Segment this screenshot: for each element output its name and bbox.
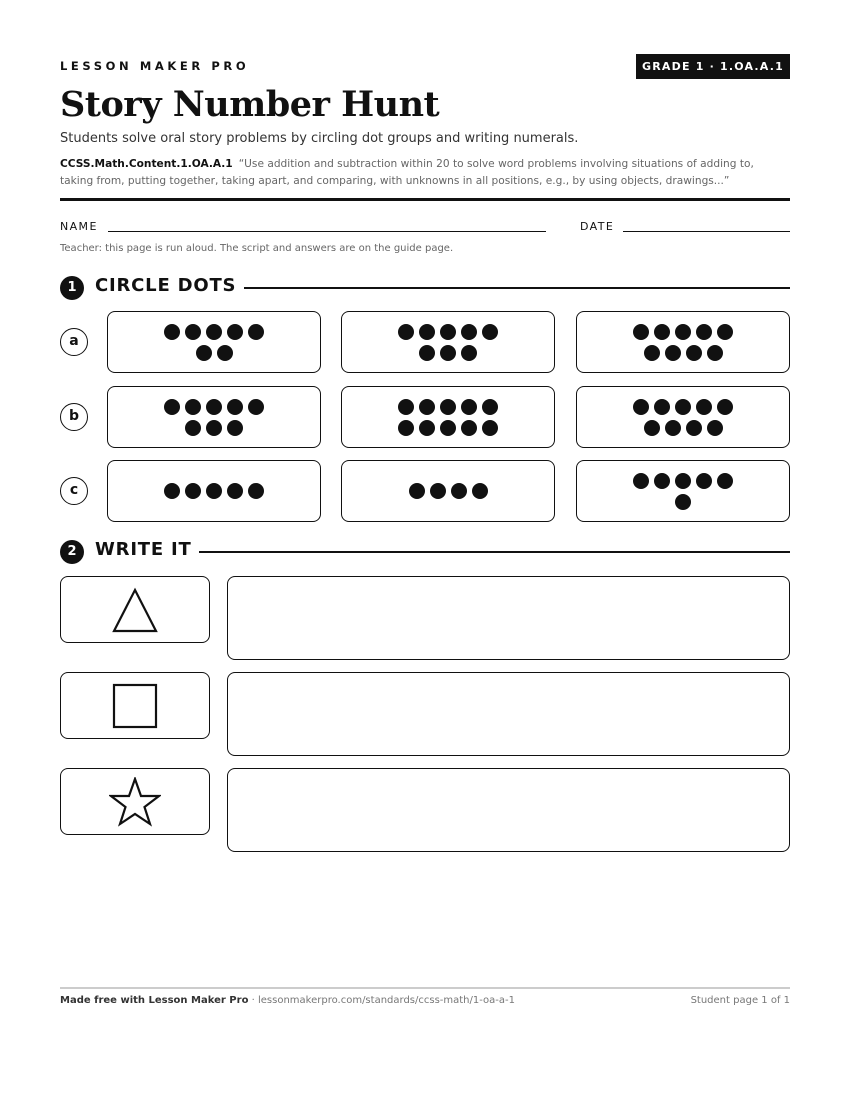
row-letter-a: a xyxy=(60,328,88,356)
dot xyxy=(206,399,222,415)
dot xyxy=(665,345,681,361)
dot xyxy=(686,345,702,361)
section-title: WRITE IT xyxy=(95,539,192,560)
dot xyxy=(164,399,180,415)
dot-row xyxy=(164,324,264,340)
dot xyxy=(665,420,681,436)
grade-badge: GRADE 1 · 1.OA.A.1 xyxy=(636,54,790,79)
dot xyxy=(644,420,660,436)
page-title: Story Number Hunt xyxy=(60,84,440,125)
dot-group-c-2[interactable] xyxy=(341,460,555,522)
section-number: 2 xyxy=(60,540,84,564)
dot-group-b-1[interactable] xyxy=(107,386,321,448)
dot xyxy=(419,324,435,340)
dot xyxy=(430,483,446,499)
dot xyxy=(206,483,222,499)
shape-box-2 xyxy=(60,672,210,739)
dot xyxy=(164,483,180,499)
date-field[interactable] xyxy=(623,231,790,232)
dot xyxy=(707,420,723,436)
dot xyxy=(206,420,222,436)
dot xyxy=(696,399,712,415)
dot-group-a-3[interactable] xyxy=(576,311,790,373)
name-label: NAME xyxy=(60,220,98,233)
dot xyxy=(633,473,649,489)
dot xyxy=(248,399,264,415)
dot xyxy=(675,399,691,415)
write-answer-box-3[interactable] xyxy=(227,768,790,852)
date-label: DATE xyxy=(580,220,615,233)
section-rule xyxy=(199,551,790,553)
dot xyxy=(675,324,691,340)
dot xyxy=(248,324,264,340)
section-circle-dots-header xyxy=(60,274,790,300)
dot-row xyxy=(398,324,498,340)
dot-group-a-2[interactable] xyxy=(341,311,555,373)
dot xyxy=(185,399,201,415)
dot-row xyxy=(398,420,498,436)
dot-row xyxy=(675,494,691,510)
dot-group-c-3[interactable] xyxy=(576,460,790,522)
dot xyxy=(164,324,180,340)
square-icon xyxy=(112,683,158,729)
dot xyxy=(482,420,498,436)
footer-credit xyxy=(60,995,515,1006)
dot xyxy=(398,324,414,340)
star-icon xyxy=(109,777,161,827)
write-answer-box-1[interactable] xyxy=(227,576,790,660)
dot xyxy=(227,420,243,436)
dot xyxy=(227,399,243,415)
dot-row xyxy=(419,345,477,361)
dot xyxy=(461,345,477,361)
section-number: 1 xyxy=(60,276,84,300)
dot xyxy=(482,324,498,340)
dot-row xyxy=(644,345,723,361)
dot xyxy=(461,324,477,340)
dot xyxy=(696,473,712,489)
dot xyxy=(654,473,670,489)
dot xyxy=(185,324,201,340)
name-field[interactable] xyxy=(108,231,546,232)
dot xyxy=(440,345,456,361)
dot-row xyxy=(644,420,723,436)
dot-row xyxy=(164,483,264,499)
standard-citation xyxy=(60,156,790,190)
dot xyxy=(633,399,649,415)
dot xyxy=(644,345,660,361)
dot-row xyxy=(398,399,498,415)
write-answer-box-2[interactable] xyxy=(227,672,790,756)
dot-row xyxy=(185,420,243,436)
dot xyxy=(675,494,691,510)
dot xyxy=(654,324,670,340)
dot xyxy=(248,483,264,499)
dot xyxy=(185,483,201,499)
dot xyxy=(227,483,243,499)
dot-row xyxy=(633,399,733,415)
dot xyxy=(217,345,233,361)
dot xyxy=(227,324,243,340)
dot xyxy=(461,399,477,415)
dot xyxy=(419,420,435,436)
header-divider xyxy=(60,198,790,201)
dot-row xyxy=(633,324,733,340)
dot xyxy=(696,324,712,340)
dot xyxy=(472,483,488,499)
shape-box-3 xyxy=(60,768,210,835)
dot xyxy=(717,473,733,489)
dot-row xyxy=(409,483,488,499)
dot xyxy=(440,420,456,436)
teacher-note: Teacher: this page is run aloud. The script and answers are on the guide page. xyxy=(60,243,454,254)
dot-group-b-3[interactable] xyxy=(576,386,790,448)
row-letter-b: b xyxy=(60,403,88,431)
dot xyxy=(440,399,456,415)
dot xyxy=(686,420,702,436)
brand-name: LESSON MAKER PRO xyxy=(60,59,250,73)
dot-group-b-2[interactable] xyxy=(341,386,555,448)
dot-row xyxy=(196,345,233,361)
dot xyxy=(185,420,201,436)
dot-group-a-1[interactable] xyxy=(107,311,321,373)
dot xyxy=(675,473,691,489)
dot xyxy=(717,324,733,340)
row-letter-c: c xyxy=(60,477,88,505)
section-title: CIRCLE DOTS xyxy=(95,275,237,296)
dot xyxy=(196,345,212,361)
shape-box-1 xyxy=(60,576,210,643)
dot xyxy=(398,420,414,436)
section-write-it-header xyxy=(60,538,790,564)
dot-row xyxy=(164,399,264,415)
dot xyxy=(654,399,670,415)
dot xyxy=(461,420,477,436)
dot xyxy=(409,483,425,499)
dot xyxy=(419,399,435,415)
standard-code: CCSS.Math.Content.1.OA.A.1 xyxy=(60,158,233,170)
dot xyxy=(206,324,222,340)
dot xyxy=(633,324,649,340)
dot xyxy=(482,399,498,415)
footer-page-number: Student page 1 of 1 xyxy=(690,995,790,1006)
footer-made-with: Made free with Lesson Maker Pro xyxy=(60,995,249,1006)
dot-row xyxy=(633,473,733,489)
dot-group-c-1[interactable] xyxy=(107,460,321,522)
dot xyxy=(717,399,733,415)
footer-divider xyxy=(60,987,790,989)
dot xyxy=(419,345,435,361)
dot xyxy=(440,324,456,340)
dot xyxy=(451,483,467,499)
triangle-icon xyxy=(111,586,159,634)
standard-text: “Use addition and subtraction within 20 to solve word problems involving situations of adding to, taking from, putting together, taking apart, and comparing, with unknowns in all positions, e.g., by using objects, drawings...” xyxy=(60,158,754,187)
section-rule xyxy=(244,287,790,289)
page-subtitle: Students solve oral story problems by circling dot groups and writing numerals. xyxy=(60,131,579,146)
dot xyxy=(707,345,723,361)
footer-url[interactable]: · lessonmakerpro.com/standards/ccss-math/1-oa-a-1 xyxy=(248,995,515,1006)
dot xyxy=(398,399,414,415)
